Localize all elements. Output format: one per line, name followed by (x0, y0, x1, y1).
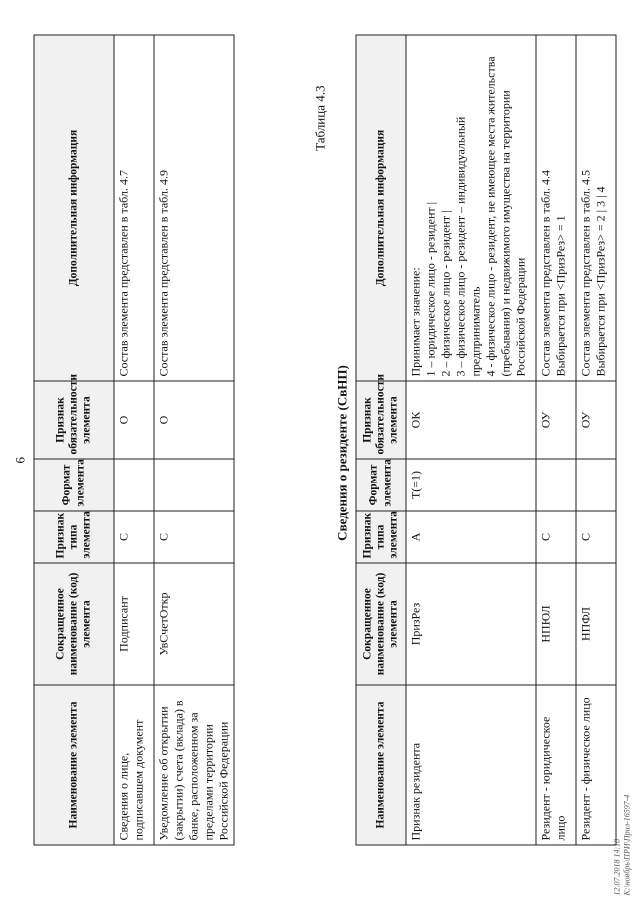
info-line: 3 – физическое лицо - резидент – индивидуальный предприниматель (453, 116, 482, 376)
cell-format (154, 459, 234, 511)
info-line: Выбирается при <ПризРез> = 2 | 3 | 4 (593, 186, 607, 376)
resident-info-table (355, 34, 616, 845)
col-header-type: Признак типа элемента (356, 511, 406, 563)
cell-code: Подписант (114, 563, 154, 685)
cell-type: А (406, 511, 536, 563)
info-line: 4 - физическое лицо - резидент, не имеющее места жительства (пребывания) и недвижимого имущества на территории Российской Федерации (483, 55, 527, 376)
col-header-format: Формат элемента (356, 459, 406, 511)
col-header-name: Наименование элемента (34, 685, 114, 845)
cell-format (114, 459, 154, 511)
page-number: 6 (12, 456, 27, 463)
cell-info (536, 35, 576, 381)
cell-required: ОУ (576, 381, 616, 459)
footer-timestamp: 12.07.2018 14:10 (612, 838, 621, 895)
table-row (536, 35, 576, 845)
cell-required: О (114, 381, 154, 459)
info-line: Принимает значение: (408, 266, 422, 376)
col-header-code: Сокращенное наименование (код) элемента (356, 563, 406, 685)
header-row (356, 35, 406, 845)
col-header-info: Дополнительная информация (356, 35, 406, 381)
table-row (114, 35, 154, 845)
col-header-type: Признак типа элемента (34, 511, 114, 563)
cell-required: О (154, 381, 234, 459)
col-header-info: Дополнительная информация (34, 35, 114, 381)
cell-code: ПризРез (406, 563, 536, 685)
cell-format (576, 459, 616, 511)
cell-name: Признак резидента (406, 685, 536, 845)
footer-file-path: К:\ноябрь\ПРИ\Прил-16597-4 (621, 794, 631, 895)
cell-code: НПФЛ (576, 563, 616, 685)
info-line: Выбирается при <ПризРез> = 1 (553, 214, 567, 376)
info-line: Состав элемента представлен в табл. 4.4 (538, 169, 552, 376)
cell-code: НПЮЛ (536, 563, 576, 685)
cell-name: Резидент - юридическое лицо (536, 685, 576, 845)
cell-type: С (154, 511, 234, 563)
table-row (154, 35, 234, 845)
col-header-required: Признак обязательности элемента (34, 381, 114, 459)
cell-type: С (114, 511, 154, 563)
elements-table-continued (33, 34, 234, 845)
document-footer (612, 794, 631, 895)
cell-info: Состав элемента представлен в табл. 4.7 (114, 35, 154, 381)
table-title: Сведения о резиденте (СвНП) (334, 364, 349, 541)
cell-info: Состав элемента представлен в табл. 4.9 (154, 35, 234, 381)
cell-name: Уведомление об открытии (закрытии) счета (вклада) в банке, расположенном за пределами территории Российской Федерации (154, 685, 234, 845)
info-line: 2 – физическое лицо - резидент | (438, 209, 452, 376)
header-row (34, 35, 114, 845)
cell-type: С (576, 511, 616, 563)
col-header-code: Сокращенное наименование (код) элемента (34, 563, 114, 685)
col-header-required: Признак обязательности элемента (356, 381, 406, 459)
table-row (576, 35, 616, 845)
table-row (406, 35, 536, 845)
col-header-name: Наименование элемента (356, 685, 406, 845)
cell-code: УвСчетОткр (154, 563, 234, 685)
cell-format: Т(=1) (406, 459, 536, 511)
cell-name: Сведения о лице, подписавшем документ (114, 685, 154, 845)
cell-format (536, 459, 576, 511)
info-line: 1 – юридическое лицо - резидент | (423, 201, 437, 376)
cell-type: С (536, 511, 576, 563)
cell-info (406, 35, 536, 381)
cell-name: Резидент - физическое лицо (576, 685, 616, 845)
cell-info (576, 35, 616, 381)
table-caption: Таблица 4.3 (312, 85, 327, 151)
info-line: Состав элемента представлен в табл. 4.5 (578, 169, 592, 376)
cell-required: ОК (406, 381, 536, 459)
col-header-format: Формат элемента (34, 459, 114, 511)
cell-required: ОУ (536, 381, 576, 459)
